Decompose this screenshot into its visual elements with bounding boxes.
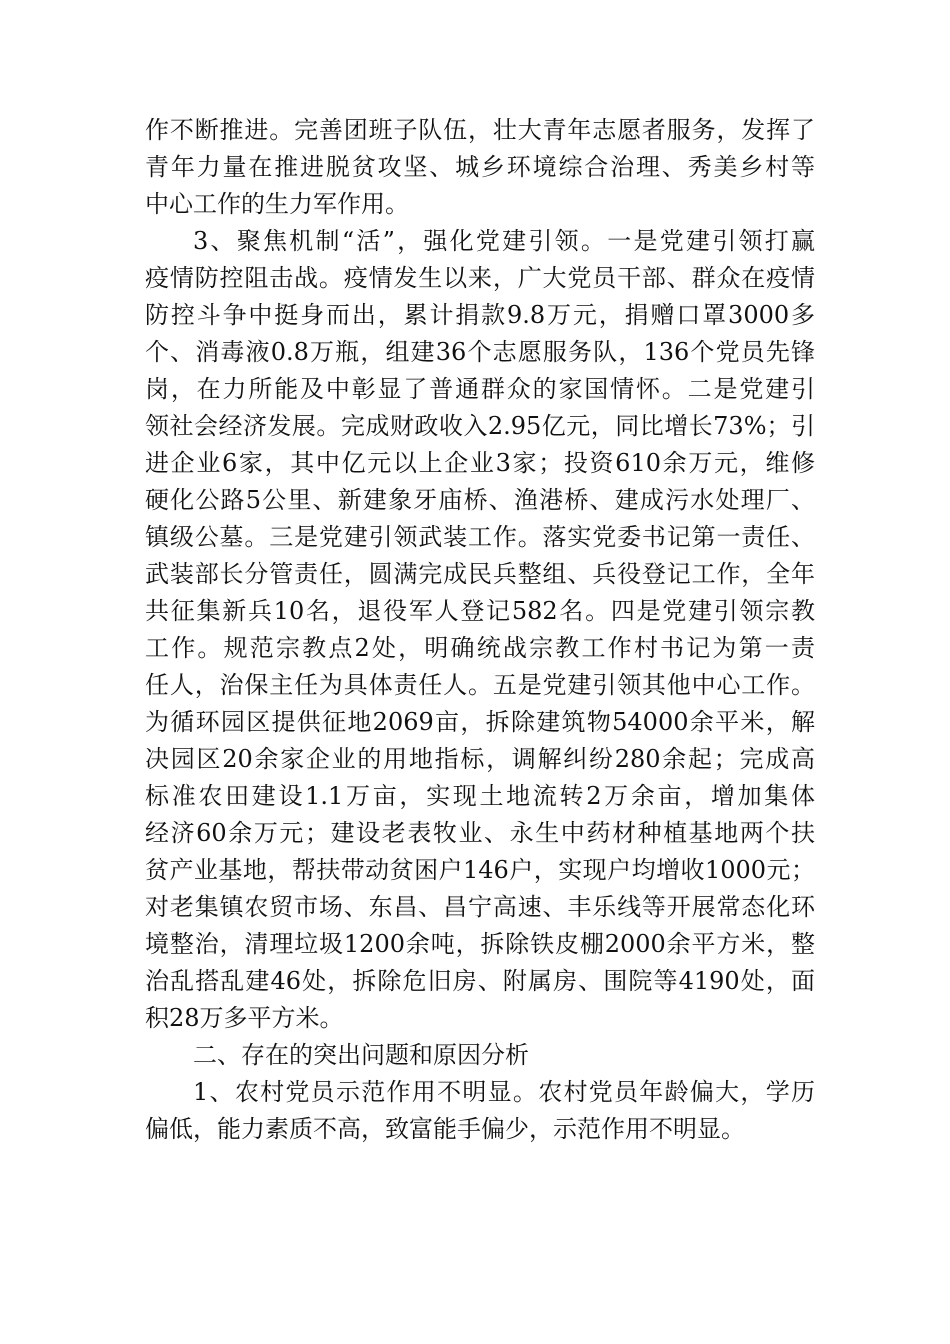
text-line: 任人，治保主任为具体责任人。五是党建引领其他中心工作。 — [145, 671, 815, 699]
text-line: 岗，在力所能及中彰显了普通群众的家国情怀。二是党建引 — [145, 375, 815, 403]
text-line: 境整治，清理垃圾1200余吨，拆除铁皮棚2000余平方米，整 — [145, 930, 815, 958]
text-line: 偏低，能力素质不高，致富能手偏少，示范作用不明显。 — [145, 1115, 745, 1143]
text-line: 3、聚焦机制“活”，强化党建引领。一是党建引领打赢 — [193, 227, 815, 255]
text-line: 1、农村党员示范作用不明显。农村党员年龄偏大，学历 — [193, 1078, 815, 1106]
text-line: 防控斗争中挺身而出，累计捐款9.8万元，捐赠口罩3000多 — [145, 301, 815, 329]
text-line: 共征集新兵10名，退役军人登记582名。四是党建引领宗教 — [145, 597, 815, 625]
text-line: 进企业6家，其中亿元以上企业3家；投资610余万元，维修 — [145, 449, 815, 477]
text-line: 武装部长分管责任，圆满完成民兵整组、兵役登记工作，全年 — [145, 560, 815, 588]
text-line: 中心工作的生力军作用。 — [145, 190, 409, 218]
text-line: 积28万多平方米。 — [145, 1004, 344, 1032]
text-line: 领社会经济发展。完成财政收入2.95亿元，同比增长73%；引 — [145, 412, 815, 440]
text-line: 青年力量在推进脱贫攻坚、城乡环境综合治理、秀美乡村等 — [145, 153, 815, 181]
text-line: 个、消毒液0.8万瓶，组建36个志愿服务队，136个党员先锋 — [145, 338, 815, 366]
text-line: 工作。规范宗教点2处，明确统战宗教工作村书记为第一责 — [145, 634, 815, 662]
text-line: 为循环园区提供征地2069亩，拆除建筑物54000余平米，解 — [145, 708, 815, 736]
text-line: 硬化公路5公里、新建象牙庙桥、渔港桥、建成污水处理厂、 — [145, 486, 815, 514]
text-line: 决园区20余家企业的用地指标，调解纠纷280余起；完成高 — [145, 745, 815, 773]
text-line: 贫产业基地，帮扶带动贫困户146户，实现户均增收1000元； — [145, 856, 815, 884]
text-line: 标准农田建设1.1万亩，实现土地流转2万余亩，增加集体 — [145, 782, 815, 810]
text-line: 对老集镇农贸市场、东昌、昌宁高速、丰乐线等开展常态化环 — [145, 893, 815, 921]
section-heading: 二、存在的突出问题和原因分析 — [193, 1041, 529, 1069]
text-line: 经济60余万元；建设老表牧业、永生中药材种植基地两个扶 — [145, 819, 815, 847]
document-page — [145, 112, 815, 1148]
text-line: 疫情防控阻击战。疫情发生以来，广大党员干部、群众在疫情 — [145, 264, 815, 292]
text-line: 作不断推进。完善团班子队伍，壮大青年志愿者服务，发挥了 — [145, 116, 815, 144]
text-line: 治乱搭乱建46处，拆除危旧房、附属房、围院等4190处，面 — [145, 967, 815, 995]
text-line: 镇级公墓。三是党建引领武装工作。落实党委书记第一责任、 — [145, 523, 815, 551]
